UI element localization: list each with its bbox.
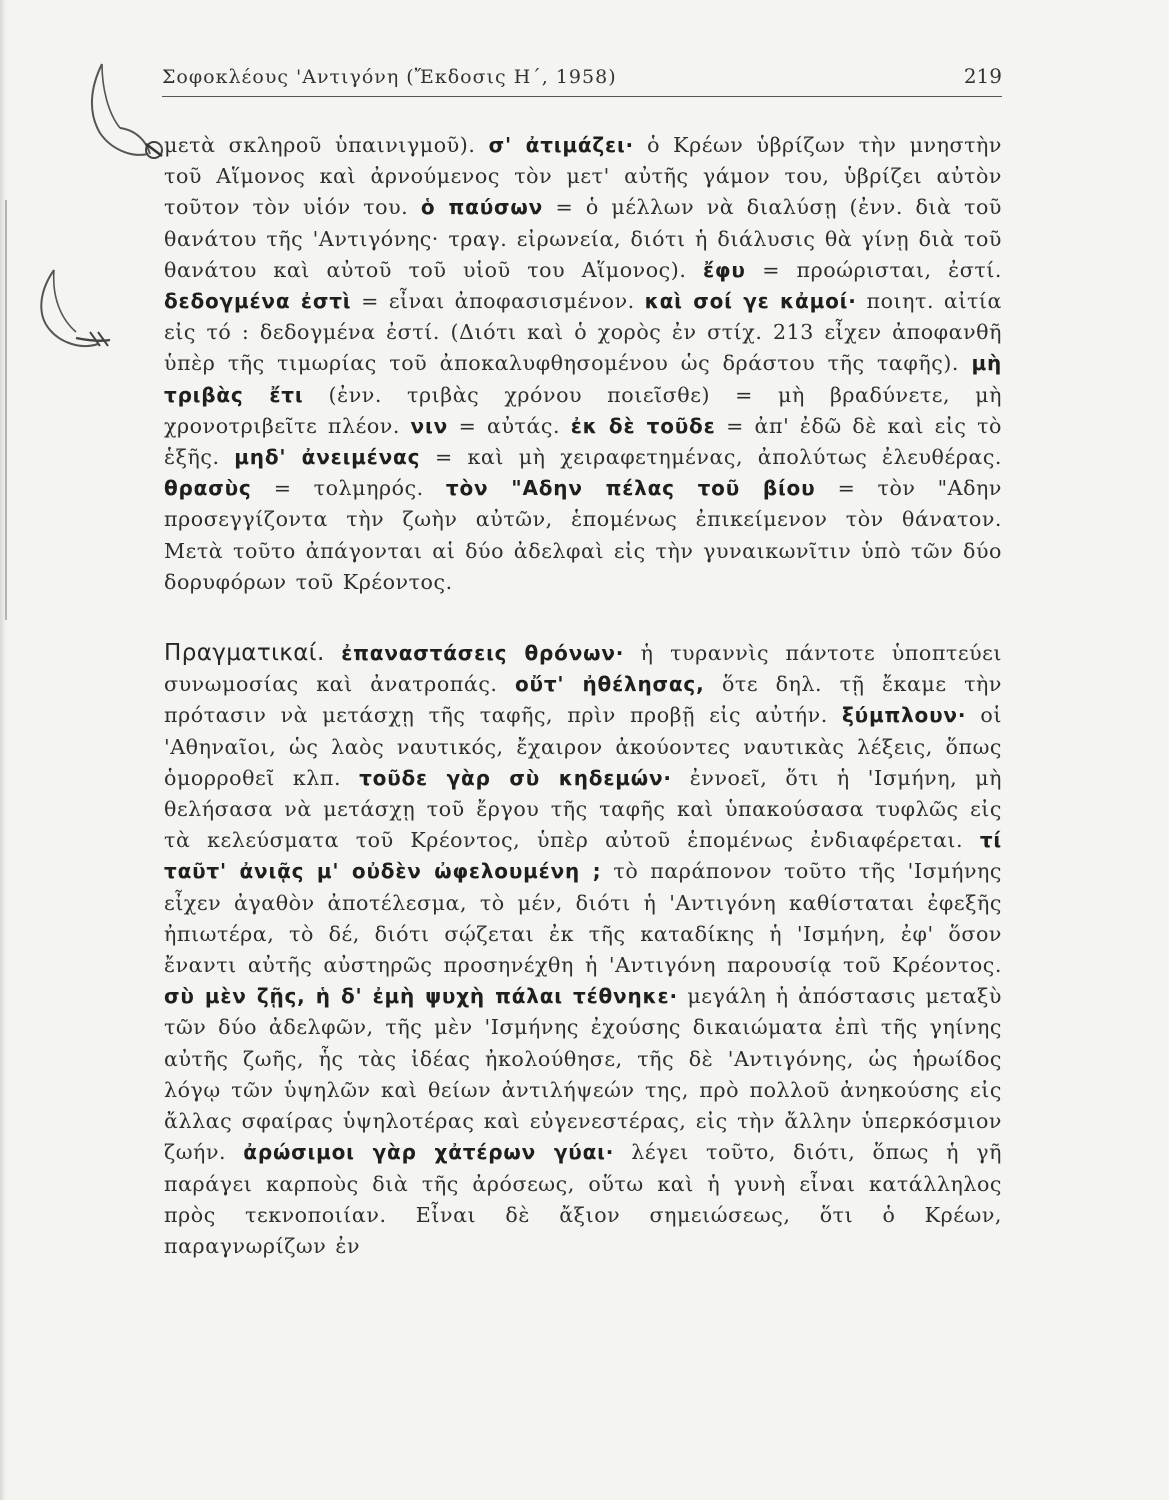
lemma: καὶ σοί γε κἀμοί·	[644, 289, 857, 314]
pencil-annotation-top	[80, 58, 170, 168]
body-text	[164, 130, 1002, 1262]
lemma: μὴ τριβὰς ἔτι	[164, 351, 1002, 407]
lemma: σὺ μὲν ζῇς, ἡ δ' ἐμὴ ψυχὴ πάλαι τέθνηκε·	[164, 984, 678, 1009]
commentary-text	[325, 641, 342, 665]
commentary-text: ἐννοεῖ, ὅτι ἡ 'Ισμήνη, μὴ θελήσασα νὰ μετάσχῃ τοῦ ἔργου τῆς ταφῆς καὶ ὑπακούσασα τυφλῶς εἰς τὰ κελεύσματα τοῦ Κρέοντος, ὑπὲρ αὐτοῦ ἑπομένως ἐνδιαφέρεται.	[164, 765, 1002, 853]
running-head	[162, 66, 1002, 97]
running-title: Σοφοκλέους 'Αντιγόνη (Ἔκδοσις Η΄, 1958)	[162, 66, 617, 88]
lemma: ἔφυ	[702, 257, 746, 282]
commentary-text: ὁ Κρέων ὑβρίζων τὴν μνηστὴν τοῦ Αἵμονος καὶ ἀρνούμενος τὸν μετ' αὐτῆς γάμον του, ὑβρίζει αὐτὸν τοῦτον τὸν υἱόν του.	[164, 133, 1002, 220]
section-heading: Πραγματικαί.	[164, 640, 325, 667]
commentary-text: (ἐνν. τριβὰς χρόνου ποιεῖσθε) = μὴ βραδύνετε, μὴ χρονοτριβεῖτε πλέον.	[164, 382, 1002, 438]
commentary-text: οἱ 'Αθηναῖοι, ὡς λαὸς ναυτικός, ἔχαιρον ἀκούοντες ναυτικὰς λέξεις, ὅπως ὁμορροθεῖ κλπ.	[164, 703, 1002, 790]
lemma: οὔτ' ἠθέλησας,	[515, 672, 705, 697]
lemma: σ' ἀτιμάζει·	[488, 133, 634, 157]
commentary-text: = ἀπ' ἐδῶ δὲ καὶ εἰς τὸ ἑξῆς.	[164, 413, 1003, 470]
commentary-text: μετὰ σκληροῦ ὑπαινιγμοῦ).	[164, 133, 489, 157]
page-number: 219	[963, 64, 1002, 88]
commentary-paragraph-1	[164, 130, 1002, 598]
commentary-text: ὅτε δηλ. τῇ ἔκαμε τὴν πρότασιν νὰ μετάσχῃ τῆς ταφῆς, πρὶν προβῇ εἰς αὐτήν.	[164, 672, 1002, 728]
commentary-text: ποιητ. αἰτία εἰς τό : δεδογμένα ἐστί. (Διότι καὶ ὁ χορὸς ἐν στίχ. 213 εἶχεν ἀποφανθῆ ὑπὲρ τῆς τιμωρίας τοῦ ἀποκαλυφθησομένου ὡς δράστου τῆς ταφῆς).	[164, 289, 1002, 376]
lemma: τοῦδε γὰρ σὺ κηδεμών·	[359, 765, 672, 790]
commentary-text: τὸ παράπονον τοῦτο τῆς 'Ισμήνης εἶχεν ἀγαθὸν ἀποτέλεσμα, τὸ μέν, διότι ἡ 'Αντιγόνη καθίσταται ἐφεξῆς ἠπιωτέρα, τὸ δέ, διότι σῴζεται ἐκ τῆς καταδίκης ἡ 'Ισμήνη, ἐφ' ὅσον ἔναντι αὐτῆς αὐστηρῶς προσηνέχθη ἡ 'Αντιγόνη παρουσίᾳ τοῦ Κρέοντος.	[164, 859, 1002, 978]
lemma: ἀρώσιμοι γὰρ χἀτέρων γύαι·	[243, 1140, 615, 1165]
commentary-text: = προώρισται, ἐστί.	[745, 257, 1002, 282]
lemma: ὁ παύσων	[420, 195, 544, 220]
lemma: θρασὺς	[164, 476, 252, 501]
commentary-text: = τὸν "Αδην προσεγγίζοντα τὴν ζωὴν αὐτῶν, ἑπομένως ἐπικείμενον τὸν θάνατον. Μετὰ τοῦτο ἀπάγονται αἱ δύο ἀδελφαὶ εἰς τὴν γυναικωνῖτιν ὑπὸ τῶν δύο δορυφόρων τοῦ Κρέοντος.	[164, 476, 1003, 594]
commentary-text: ἡ τυραννὶς πάντοτε ὑποπτεύει συνωμοσίας καὶ ἀνατροπάς.	[164, 641, 1002, 697]
commentary-text: = εἶναι ἀποφασισμένον.	[351, 289, 645, 314]
commentary-text: = ὁ μέλλων νὰ διαλύσῃ (ἐνν. διὰ τοῦ θανάτου τῆς 'Αντιγόνης· τραγ. εἰρωνεία, διότι ἡ διάλυσις θὰ γίνῃ διὰ τοῦ θανάτου καὶ αὐτοῦ τοῦ υἱοῦ του Αἵμονος).	[164, 195, 1002, 282]
lemma: τί ταῦτ' ἀνιᾷς μ' οὐδὲν ὠφελουμένη ;	[164, 828, 1002, 884]
lemma: ἐκ δὲ τοῦδε	[570, 413, 716, 438]
pencil-margin-line	[0, 200, 10, 620]
lemma: ἐπαναστάσεις θρόνων·	[341, 641, 625, 666]
commentary-paragraph-2	[164, 638, 1002, 1262]
lemma: δεδογμένα ἐστὶ	[164, 289, 352, 314]
commentary-text: = καὶ μὴ χειραφετημένας, ἀπολύτως ἐλευθέρας.	[420, 445, 1002, 470]
lemma: μηδ' ἀνειμένας	[234, 445, 421, 470]
commentary-text: = τολμηρός.	[251, 476, 446, 501]
commentary-text: λέγει τοῦτο, διότι, ὅπως ἡ γῆ παράγει καρποὺς διὰ τῆς ἀρόσεως, οὕτω καὶ ἡ γυνὴ εἶναι κατάλληλος πρὸς τεκνοποιίαν. Εἶναι δὲ ἄξιον σημειώσεως, ὅτι ὁ Κρέων, παραγνωρίζων ἐν	[164, 1140, 1002, 1258]
lemma: τὸν "Αδην πέλας τοῦ βίου	[445, 476, 816, 501]
lemma: ξύμπλουν·	[842, 703, 967, 728]
lemma: νιν	[410, 413, 448, 438]
pencil-annotation-middle	[28, 262, 128, 362]
commentary-text: = αὐτάς.	[448, 413, 571, 438]
commentary-text: μεγάλη ἡ ἀπόστασις μεταξὺ τῶν δύο ἀδελφῶν, τῆς μὲν 'Ισμήνης ἐχούσης δικαιώματα ἐπὶ τῆς γηίνης αὐτῆς ζωῆς, ἧς τὰς ἰδέας ἠκολούθησε, τῆς δὲ 'Αντιγόνης, ὡς ἡρωίδος λόγῳ τῶν ὑψηλῶν καὶ θείων ἀντιλήψεών της, πρὸ πολλοῦ ἀνηκούσης εἰς ἄλλας σφαίρας ὑψηλοτέρας καὶ εὐγενεστέρας, εἰς τὴν ἄλλην ὑπερκόσμιον ζωήν.	[164, 984, 1002, 1165]
